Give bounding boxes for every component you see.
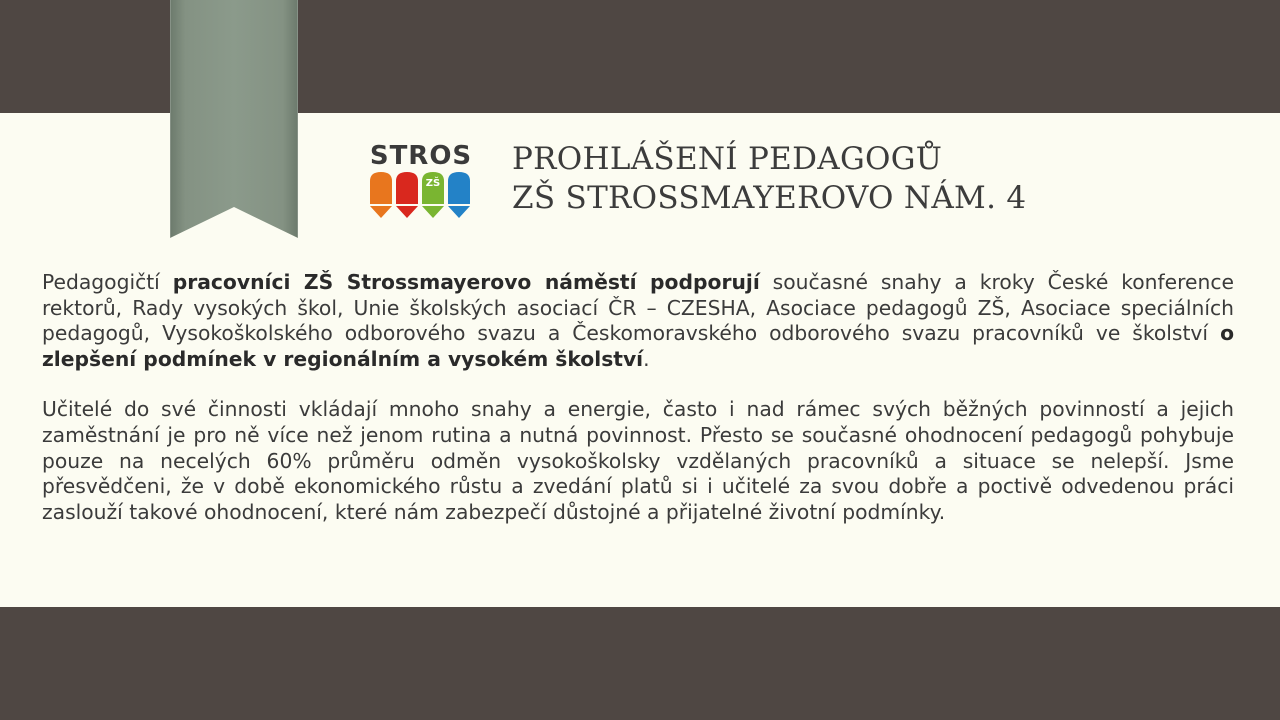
paragraph-2: Učitelé do své činnosti vkládají mnoho snahy a energie, často i nad rámec svých běžných povinností a jejich zaměstnání je pro ně více než jenom rutina a nutná povinnost. Přesto se současné ohodnocení pedagogů pohybuje pouze na necelých 60% průměru odměn vysokoškolsky vzdělaných pracovníků a situace se nelepší. Jsme přesvědčeni, že v době ekonomického růstu a zvedání platů si i učitelé za svou dobře a poctivě odvedenou práci zaslouží takové ohodnocení, které nám zabezpečí důstojné a přijatelné životní podmínky. (42, 397, 1234, 524)
paragraph-1-bold-1: pracovníci ZŠ Strossmayerovo náměstí podporují (172, 270, 760, 294)
school-logo (368, 138, 474, 228)
logo-pencils (370, 172, 470, 218)
paragraph-1-part-3: . (643, 346, 650, 371)
paragraph-1-part-2: současné snahy a kroky České konference rektorů, Rady vysokých škol, Unie školských asociací ČR – CZESHA, Asociace pedagogů ZŠ, Asociace speciálních pedagogů, Vysokoškolského odborového svazu a Českomoravského odborového svazu pracovníků ve školství (42, 270, 1234, 346)
slide-title-line-1: PROHLÁŠENÍ PEDAGOGŮ (512, 141, 943, 177)
decorative-ribbon (170, 0, 298, 238)
paragraph-1-bold-2: o zlepšení podmínek v regionálním a vysokém školství (42, 321, 1234, 371)
slide-body (42, 270, 1234, 525)
paragraph-1 (42, 270, 1234, 372)
logo-subtext: ZŠ (425, 178, 441, 189)
slide-title (512, 140, 1232, 218)
paragraph-1-part-1: Pedagogičtí (42, 270, 173, 294)
slide-title-line-2: ZŠ STROSSMAYEROVO NÁM. 4 (512, 180, 1027, 216)
logo-wordmark: STROS (369, 141, 473, 171)
